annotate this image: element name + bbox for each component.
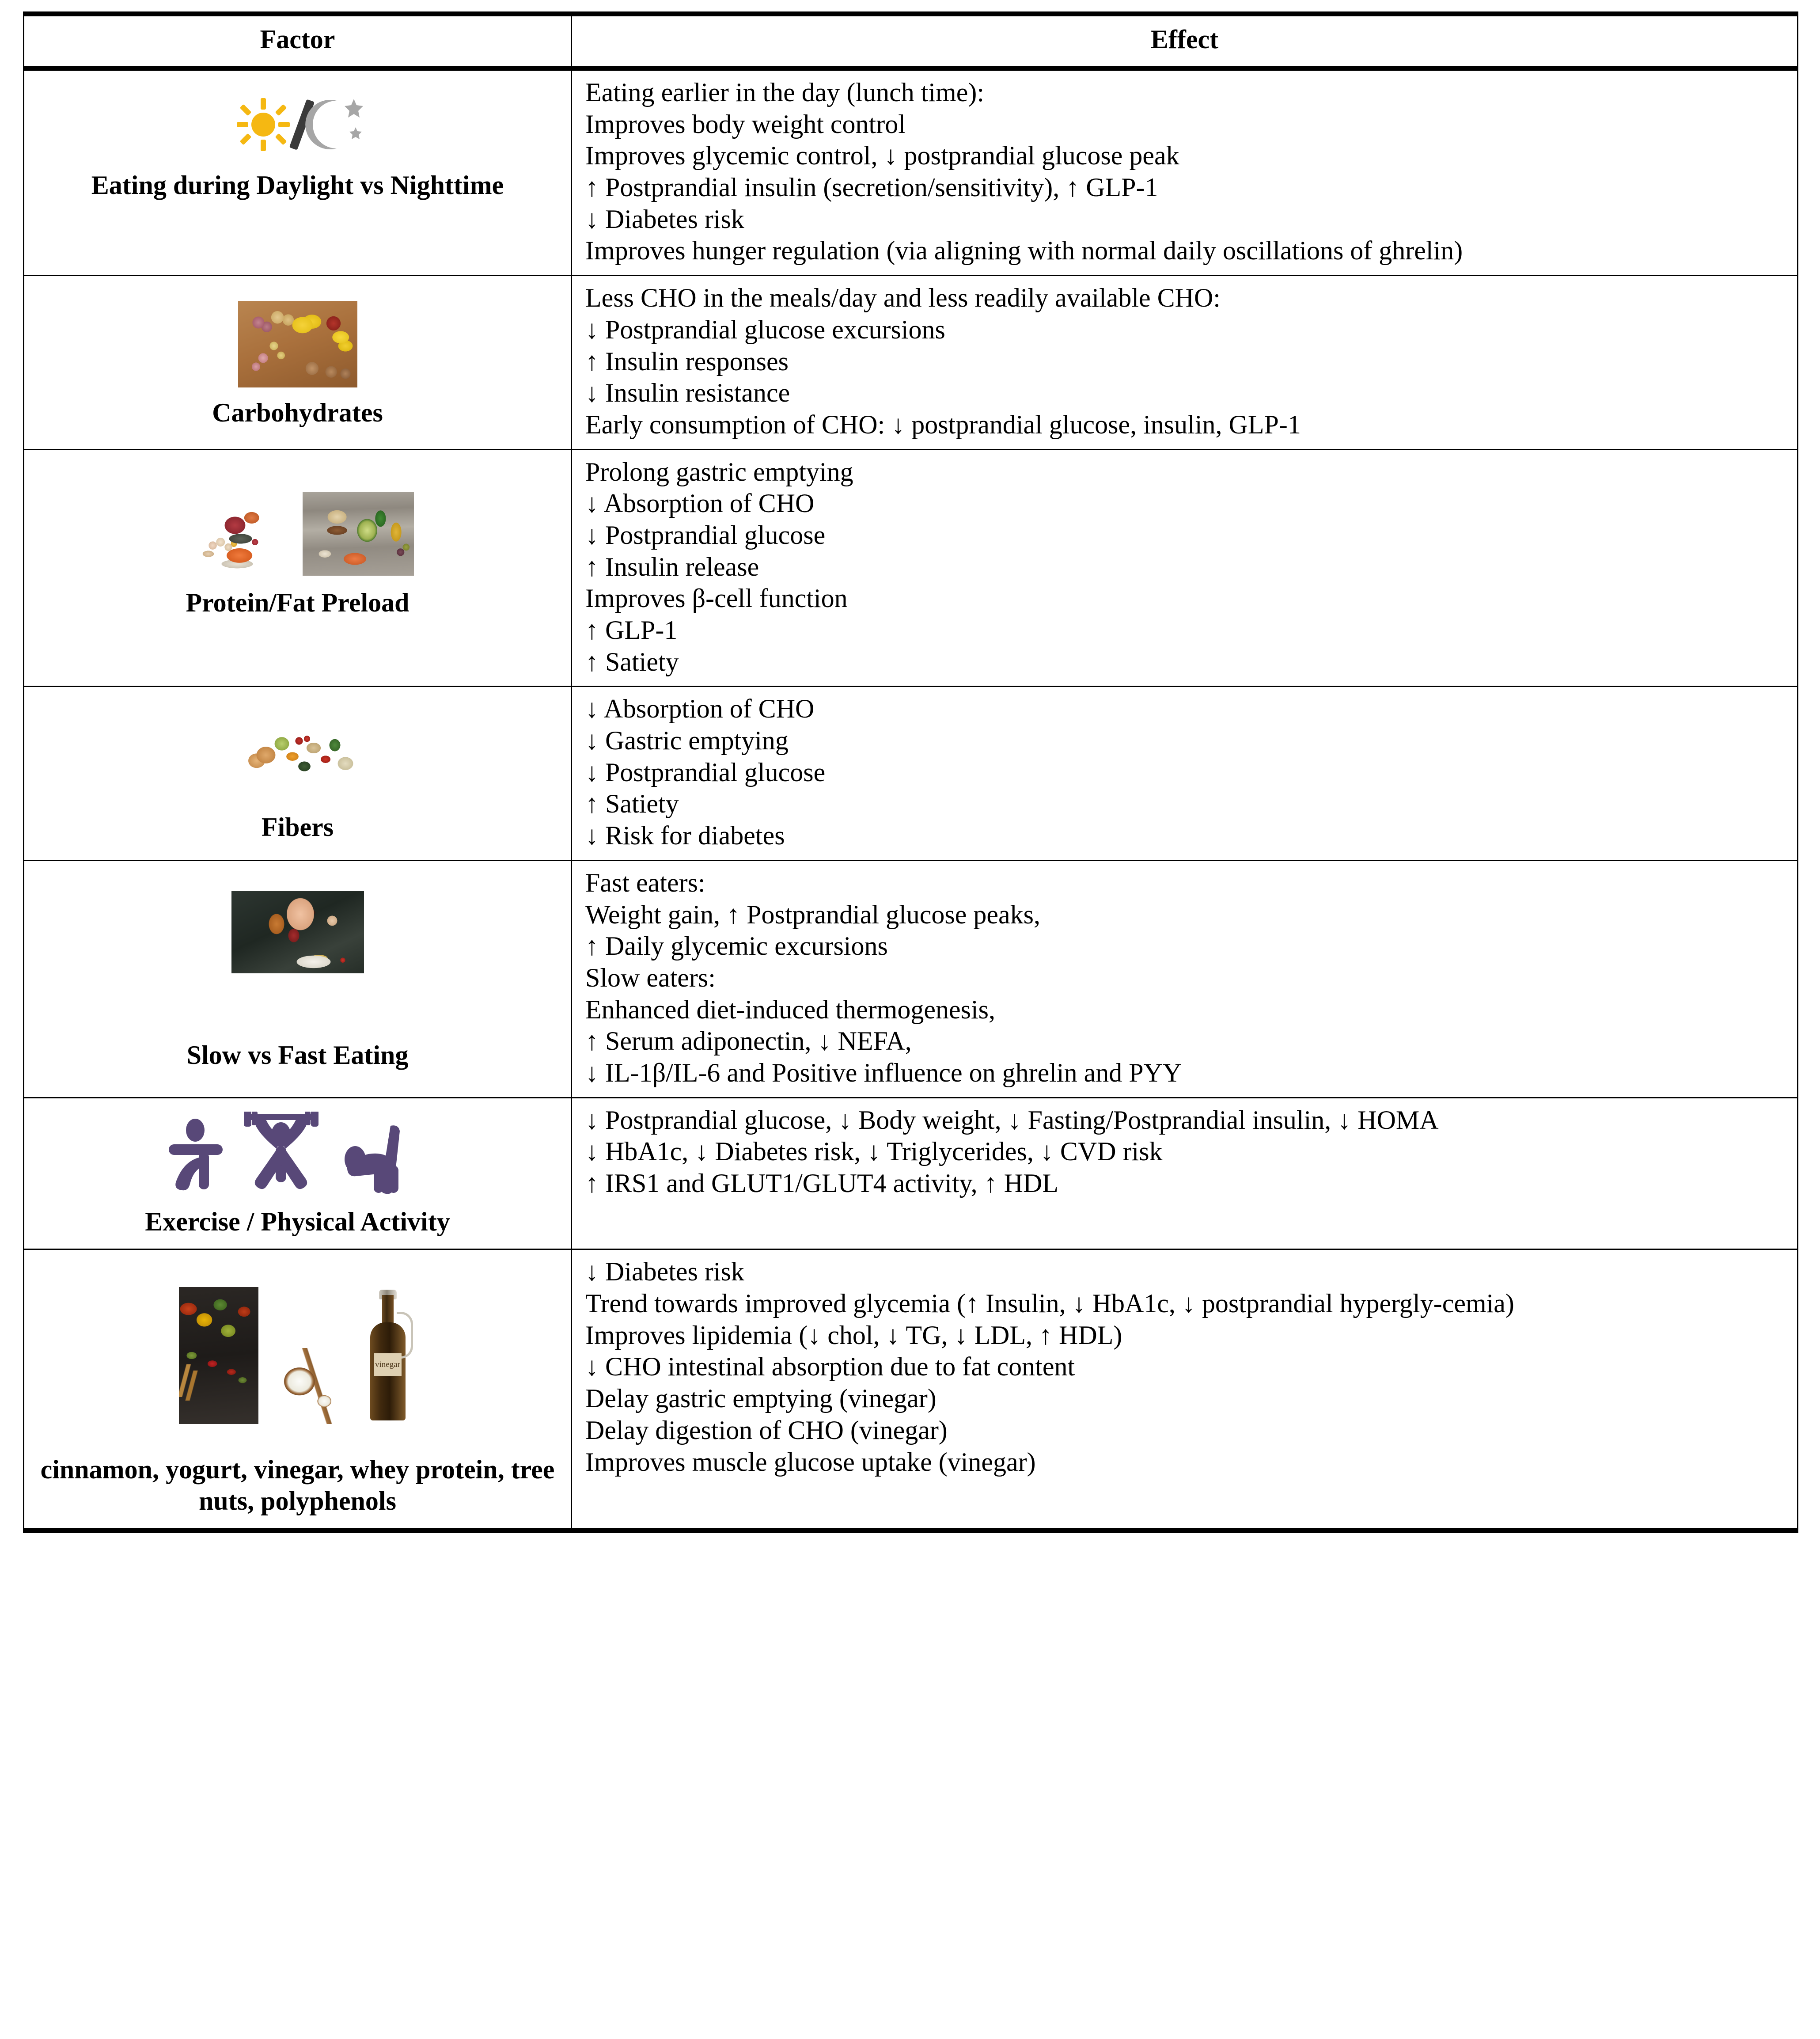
factor-cell-slow-vs-fast-eating [24,860,572,1097]
effect-cell-daylight-nighttime [572,68,1798,276]
effect-cell-functional-foods [572,1249,1798,1531]
effect-line: ↑ Insulin responses [585,346,789,376]
effect-line: ↑ Daily glycemic excursions [585,931,888,961]
table-body [24,68,1798,1531]
sun-moon-icon [38,87,557,162]
effect-line: ↑ IRS1 and GLUT1/GLUT4 activity, ↑ HDL [585,1169,1058,1198]
effect-line: ↑ Postprandial insulin (secretion/sensitivity), ↑ GLP-1 [585,173,1158,202]
exercise-figures-icon [38,1112,557,1200]
table-row [24,687,1798,860]
vinegar-neck [382,1295,394,1325]
factor-label: Carbohydrates [212,398,383,428]
spices-photo [179,1287,258,1424]
effect-line: ↓ Insulin resistance [585,378,790,408]
effect-line: Improves muscle glucose uptake (vinegar) [585,1447,1036,1477]
effect-line: Enhanced diet-induced thermogenesis, [585,995,996,1024]
table-row [24,1249,1798,1531]
vinegar-handle [397,1312,413,1359]
yogurt-photo [270,1348,348,1424]
fat-foods-photo [303,492,414,576]
effect-line: ↓ Diabetes risk [585,204,744,234]
table-row [24,860,1798,1097]
table-row [24,449,1798,687]
effect-line: ↓ Absorption of CHO [585,694,815,724]
effect-line: Slow eaters: [585,963,716,992]
effect-line: ↓ IL-1β/IL-6 and Positive influence on ghrelin and PYY [585,1058,1182,1087]
carbohydrate-foods-photo [238,301,357,387]
factor-cell-functional-foods [24,1249,572,1531]
factor-cell-exercise [24,1097,572,1249]
factor-effect-table [23,11,1798,1533]
effect-cell-slow-vs-fast-eating [572,860,1798,1097]
effect-line: ↓ Risk for diabetes [585,821,785,851]
effect-line: Less CHO in the meals/day and less readily available CHO: [585,283,1221,313]
effect-line: Improves β-cell function [585,584,848,613]
effect-line: ↓ Postprandial glucose [585,520,826,550]
factor-label: Fibers [261,813,334,842]
effect-cell-fibers [572,687,1798,860]
woman-eating-photo [231,891,364,973]
vinegar-bottle-photo [359,1289,417,1424]
table-header [24,14,1798,68]
factor-label: Protein/Fat Preload [186,588,410,617]
effect-line: Improves lipidemia (↓ chol, ↓ TG, ↓ LDL, ↑ HDL) [585,1320,1122,1350]
effect-line: ↓ Diabetes risk [585,1257,744,1287]
effect-line: ↑ Serum adiponectin, ↓ NEFA, [585,1026,912,1056]
table-row [24,68,1798,276]
factor-label: Exercise / Physical Activity [145,1207,450,1236]
fiber-foods-photo [231,720,364,790]
factor-cell-protein-fat-preload [24,449,572,687]
effect-line: Prolong gastric emptying [585,457,853,486]
effect-line: ↓ Absorption of CHO [585,489,815,518]
effect-cell-exercise [572,1097,1798,1249]
factor-label: Slow vs Fast Eating [186,1040,409,1070]
factor-label: Eating during Daylight vs Nighttime [91,171,504,200]
factor-cell-fibers [24,687,572,860]
effect-line: Improves body weight control [585,109,906,139]
effect-line: Fast eaters: [585,868,705,897]
effect-line: Delay gastric emptying (vinegar) [585,1384,937,1413]
header-row [24,14,1798,68]
effect-line: ↓ Postprandial glucose excursions [585,315,945,344]
effect-cell-carbohydrates [572,276,1798,449]
effect-line: Eating earlier in the day (lunch time): [585,78,984,107]
factor-cell-carbohydrates [24,276,572,449]
effect-line: ↑ Satiety [585,789,679,819]
effect-line: Improves glycemic control, ↓ postprandial glucose peak [585,141,1179,171]
factor-label: cinnamon, yogurt, vinegar, whey protein, tree nuts, polyphenols [40,1455,555,1516]
effect-line: ↓ Gastric emptying [585,726,789,756]
effect-line: Trend towards improved glycemia (↑ Insulin, ↓ HbA1c, ↓ postprandial hypergly-cemia) [585,1289,1514,1318]
vinegar-bottle-label: vinegar [374,1353,402,1376]
effect-line: Improves hunger regulation (via aligning with normal daily oscillations of ghrelin) [585,236,1463,266]
column-header-effect: Effect [572,14,1798,68]
effect-line: ↑ Insulin release [585,552,759,581]
effect-line: ↓ Postprandial glucose [585,757,826,787]
effect-line: Delay digestion of CHO (vinegar) [585,1415,948,1445]
effect-cell-protein-fat-preload [572,449,1798,687]
effect-line: ↑ Satiety [585,647,679,676]
protein-foods-photo [182,492,293,576]
effect-line: ↑ GLP-1 [585,615,678,645]
column-header-factor: Factor [24,14,572,68]
effect-line: Weight gain, ↑ Postprandial glucose peaks, [585,900,1040,929]
table-row [24,276,1798,449]
factor-cell-daylight-nighttime [24,68,572,276]
table-row [24,1097,1798,1249]
effect-line: ↓ HbA1c, ↓ Diabetes risk, ↓ Triglycerides, ↓ CVD risk [585,1137,1163,1166]
effect-line: ↓ Postprandial glucose, ↓ Body weight, ↓ Fasting/Postprandial insulin, ↓ HOMA [585,1105,1439,1135]
effect-line: Early consumption of CHO: ↓ postprandial glucose, insulin, GLP-1 [585,410,1301,439]
effect-line: ↓ CHO intestinal absorption due to fat content [585,1352,1075,1382]
